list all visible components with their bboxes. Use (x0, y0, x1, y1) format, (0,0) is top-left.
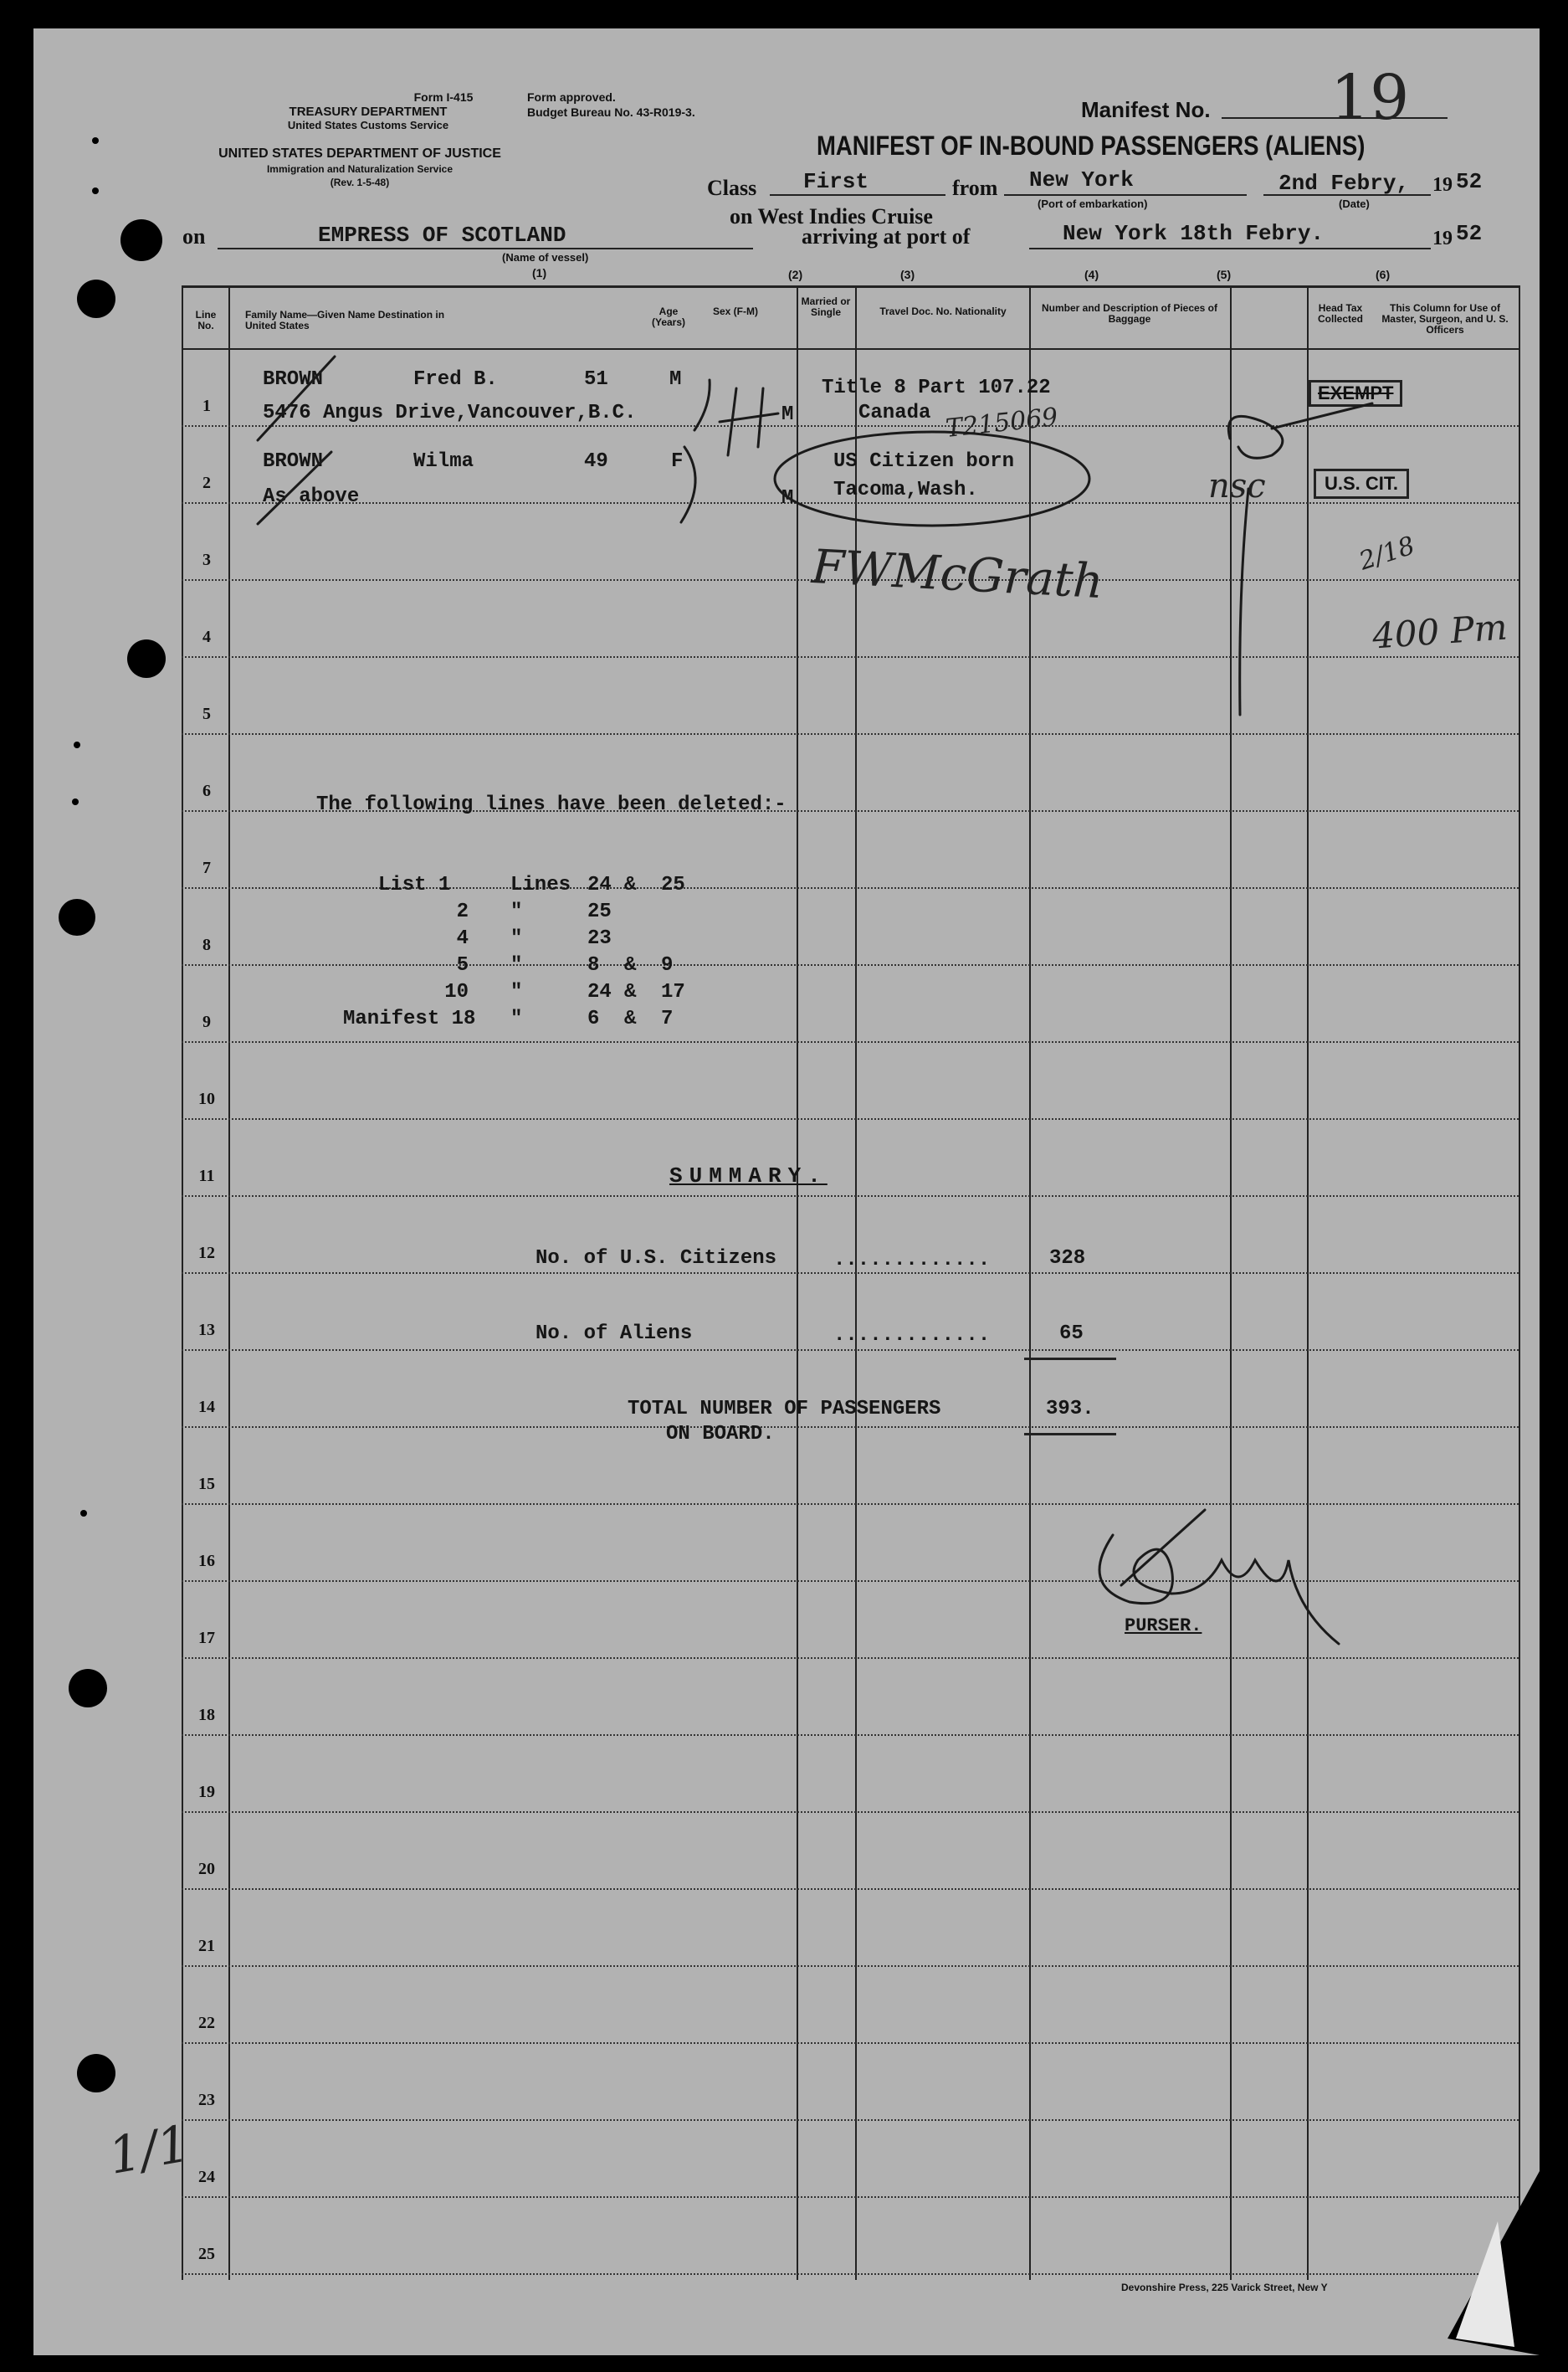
line-number: 7 (202, 859, 211, 877)
col-head-married: Married or Single (801, 295, 851, 318)
total-value: 393. (1046, 1398, 1094, 1420)
line-number: 23 (198, 2091, 215, 2109)
total-label-1: TOTAL NUMBER OF PASSENGERS (628, 1398, 941, 1420)
printer-footer: Devonshire Press, 225 Varick Street, New Y (1121, 2282, 1328, 2293)
arrival-year-suffix: 52 (1456, 221, 1483, 246)
citizens-value: 328 (1049, 1247, 1086, 1270)
ins-service: Immigration and Naturalization Service (266, 163, 453, 175)
us-cit-stamp: U.S. CIT. (1314, 469, 1409, 499)
line-number: 1 (202, 397, 211, 415)
deleted-heading: The following lines have been deleted:- (316, 793, 787, 816)
total-label-2: ON BOARD. (666, 1423, 775, 1445)
line-number: 4 (202, 628, 211, 646)
line-number: 24 (198, 2168, 215, 2186)
pax2-address: As above (263, 485, 360, 508)
deleted-cell-b: 9 (661, 954, 674, 977)
line-number: 21 (198, 1937, 215, 1955)
deleted-cell-list: 4 (456, 927, 469, 950)
manifest-title: MANIFEST OF IN-BOUND PASSENGERS (ALIENS) (817, 131, 1366, 161)
vessel-name: EMPRESS OF SCOTLAND (318, 223, 566, 248)
line-number: 10 (198, 1090, 215, 1108)
line-number: 25 (198, 2245, 215, 2263)
time-note: 400 Pm (1371, 606, 1509, 657)
year-suffix: 52 (1456, 169, 1483, 194)
line-number: 22 (198, 2014, 215, 2032)
vessel-caption: (Name of vessel) (502, 251, 589, 264)
from-label: from (952, 176, 998, 200)
col-head-headtax: Head Tax Collected (1317, 302, 1363, 325)
deleted-cell-a: 24 (587, 874, 612, 896)
pax1-nationality: Canada (858, 402, 931, 424)
deleted-cell-list: 10 (444, 981, 469, 1004)
pax2-doc: US Citizen born (833, 450, 1015, 473)
pax1-address: 5476 Angus Drive,Vancouver,B.C. (263, 402, 637, 424)
class-label: Class (707, 176, 757, 200)
citizens-dots: ............. (833, 1249, 991, 1271)
arrival-value: New York 18th Febry. (1063, 221, 1325, 246)
form-number: Form I-415 (413, 90, 474, 104)
from-value: New York (1029, 167, 1134, 193)
aliens-label: No. of Aliens (535, 1322, 693, 1345)
deleted-cell-b: 17 (661, 981, 685, 1004)
year-prefix: 19 (1432, 174, 1453, 196)
pax1-doc: Title 8 Part 107.22 (822, 377, 1051, 399)
deleted-cell-amp: & (624, 874, 637, 896)
deleted-cell-lines: " (510, 981, 523, 1004)
deleted-cell-list: 2 (456, 901, 469, 923)
deleted-cell-lines: " (510, 927, 523, 950)
cruise-label: on West Indies Cruise (730, 204, 933, 228)
pax1-age: 51 (584, 368, 608, 391)
deleted-cell-list: Manifest 18 (343, 1008, 476, 1030)
line-number: 17 (198, 1629, 215, 1647)
date-caption: (Date) (1339, 198, 1370, 210)
rev-date: (Rev. 1-5-48) (330, 177, 390, 188)
line-number: 8 (202, 936, 211, 954)
col-head-officers: This Column for Use of Master, Surgeon, and U. S. Officers (1381, 302, 1509, 336)
pax2-nationality: Tacoma,Wash. (833, 479, 978, 501)
arrival-year-prefix: 19 (1432, 228, 1453, 249)
on-label: on (182, 224, 206, 249)
deleted-cell-amp: & (624, 981, 637, 1004)
treasury-department: TREASURY DEPARTMENT (289, 105, 448, 119)
exempt-stamp: EXEMPT (1309, 380, 1402, 407)
pax1-married: M (781, 403, 794, 426)
col-head-travel: Travel Doc. No. Nationality (879, 305, 1007, 317)
purser-label: PURSER. (1125, 1615, 1202, 1636)
fraction-note: 2/18 (1355, 531, 1419, 577)
col-num-1-top: (1) (532, 266, 547, 280)
arriving-label: arriving at port of (802, 224, 971, 249)
handwritten-marks (33, 28, 1540, 2355)
deleted-cell-list: 5 (456, 954, 469, 977)
pax1-hand-number: T215069 (944, 403, 1059, 444)
line-number: 12 (198, 1244, 215, 1262)
line-number: 20 (198, 1860, 215, 1878)
deleted-cell-a: 24 (587, 981, 612, 1004)
date-value: 2nd Febry, (1278, 171, 1410, 196)
line-number: 14 (198, 1398, 215, 1416)
manifest-label: Manifest No. (1081, 97, 1211, 122)
aliens-value: 65 (1059, 1322, 1084, 1345)
line-number: 3 (202, 551, 211, 569)
class-value: First (803, 169, 869, 194)
col-num-6: (6) (1376, 268, 1391, 281)
summary-heading: SUMMARY. (669, 1163, 828, 1189)
line-number: 16 (198, 1552, 215, 1570)
line-number: 9 (202, 1013, 211, 1031)
budget-bureau: Budget Bureau No. 43-R019-3. (527, 105, 695, 119)
line-number: 11 (198, 1167, 215, 1185)
manifest-number: 19 (1330, 62, 1410, 134)
line-number: 5 (202, 705, 211, 723)
form-approved: Form approved. (527, 90, 616, 104)
deleted-cell-a: 23 (587, 927, 612, 950)
pax2-family: BROWN (263, 450, 324, 473)
deleted-cell-b: 25 (661, 874, 685, 896)
manifest-page (33, 28, 1540, 2355)
deleted-cell-b: 7 (661, 1008, 674, 1030)
citizens-label: No. of U.S. Citizens (535, 1247, 777, 1270)
margin-note: 1/1 (104, 2114, 194, 2186)
col-num-2: (2) (788, 268, 803, 281)
customs-service: United States Customs Service (287, 119, 449, 131)
page-curl (1448, 2171, 1540, 2355)
line-number: 6 (202, 782, 211, 800)
col-head-baggage: Number and Description of Pieces of Baggage (1041, 302, 1218, 325)
col-num-3: (3) (900, 268, 915, 281)
deleted-cell-lines: " (510, 1008, 523, 1030)
pax2-married: M (781, 487, 794, 510)
aliens-dots: ............. (833, 1324, 991, 1347)
pax1-family: BROWN (263, 368, 324, 391)
deleted-cell-list: List 1 (378, 874, 451, 896)
col-num-4: (4) (1084, 268, 1099, 281)
dept-justice: UNITED STATES DEPARTMENT OF JUSTICE (218, 146, 501, 161)
inspector-signature: FWMcGrath (810, 539, 1105, 610)
pax1-sex: M (669, 368, 682, 391)
line-number: 13 (198, 1321, 215, 1339)
deleted-cell-a: 25 (587, 901, 612, 923)
deleted-cell-amp: & (624, 954, 637, 977)
line-number: 18 (198, 1706, 215, 1724)
col-head-sex: Sex (F-M) (713, 305, 758, 317)
col-head-name: Family Name—Given Name Destination in United States (245, 309, 445, 331)
pax2-age: 49 (584, 450, 608, 473)
line-number: 15 (198, 1475, 215, 1493)
col-num-5: (5) (1217, 268, 1232, 281)
deleted-cell-a: 8 (587, 954, 600, 977)
line-number: 2 (202, 474, 211, 492)
deleted-cell-a: 6 (587, 1008, 600, 1030)
headtax-mark: nsc (1208, 467, 1266, 506)
deleted-cell-lines: " (510, 901, 523, 923)
col-head-age: Age (Years) (651, 305, 686, 328)
pax2-given: Wilma (413, 450, 474, 473)
deleted-cell-amp: & (624, 1008, 637, 1030)
line-number: 19 (198, 1783, 215, 1801)
pax1-given: Fred B. (413, 368, 498, 391)
deleted-cell-lines: Lines (510, 874, 571, 896)
pax2-sex: F (671, 450, 684, 473)
col-head-line: Line No. (195, 309, 217, 331)
port-caption: (Port of embarkation) (1038, 198, 1148, 210)
deleted-cell-lines: " (510, 954, 523, 977)
